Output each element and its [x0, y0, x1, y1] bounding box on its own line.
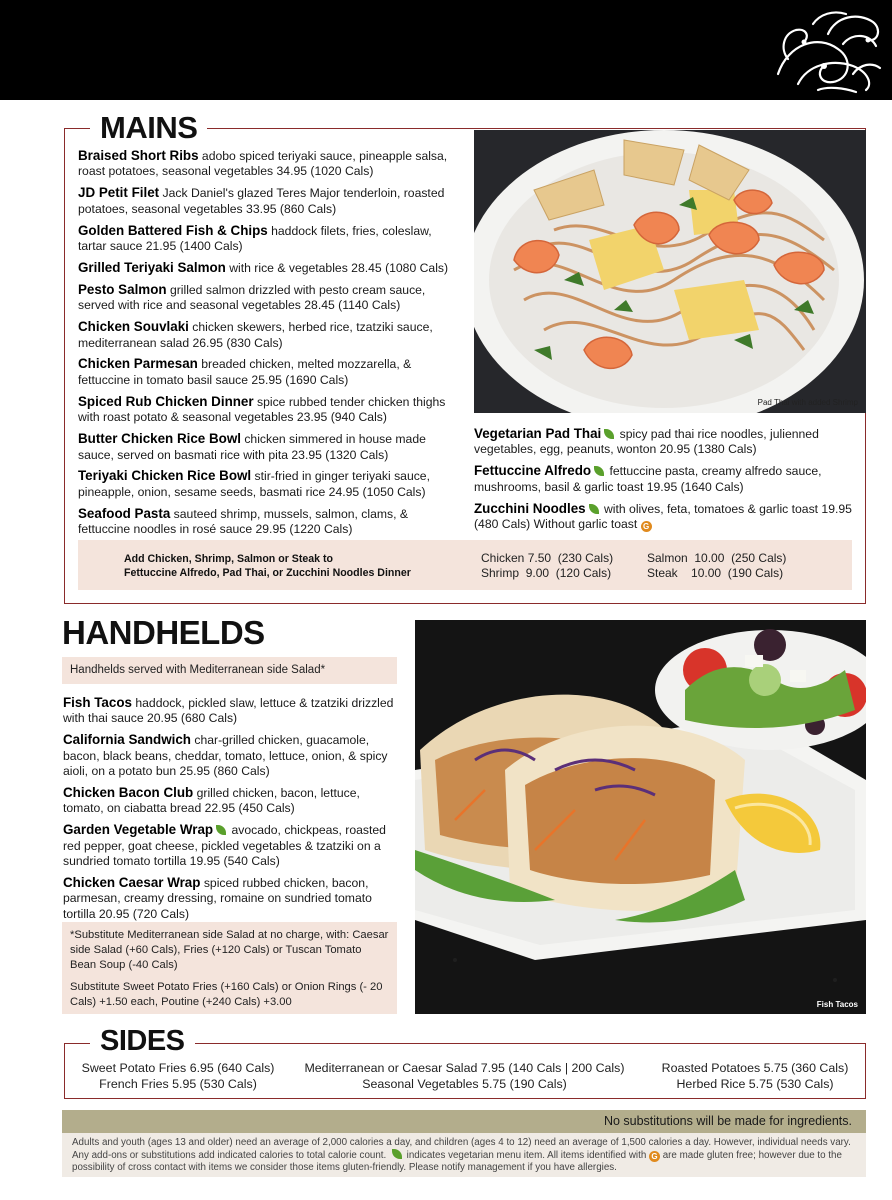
gluten-free-icon: G — [641, 521, 652, 532]
menu-item — [63, 785, 398, 817]
item-desc: grilled salmon drizzled with pesto cream sauce, served with rice and seasonal vegetables 28.45 (1140 Cals) — [78, 282, 426, 313]
side-item: Roasted Potatoes 5.75 (360 Cals) — [661, 1061, 849, 1075]
item-name: Pesto Salmon — [78, 281, 167, 297]
add-protein-panel — [78, 540, 852, 590]
add-protein-prices — [481, 551, 786, 581]
mains-heading: MAINS — [90, 108, 207, 148]
item-name: Braised Short Ribs — [78, 148, 199, 163]
no-substitutions-bar: No substitutions will be made for ingredients. — [62, 1110, 866, 1133]
leaf-icon — [594, 466, 604, 476]
menu-item — [78, 148, 463, 180]
item-desc: avocado, chickpeas, roasted red pepper, goat cheese, pickled vegetables & tzatziki on a sundried tomato tortilla 19.95 (540 Cals) — [63, 823, 386, 869]
photo-caption: Pad Thai with added Shrimp — [757, 398, 858, 407]
leaf-icon — [604, 429, 614, 439]
side-item: French Fries 5.95 (530 Cals) — [99, 1077, 257, 1091]
menu-item — [78, 319, 463, 351]
item-name: Chicken Souvlaki — [78, 319, 189, 335]
side-item: Herbed Rice 5.75 (530 Cals) — [676, 1077, 834, 1091]
item-desc: spiced rubbed chicken, bacon, parmesan, creamy dressing, romaine on sundried tomato tortilla 20.95 (720 Cals) — [63, 876, 372, 921]
item-desc: stir-fried in ginger teriyaki sauce, pineapple, onion, sesame seeds, basmati rice 24.95 (1050 Cals) — [78, 469, 430, 499]
menu-item — [78, 356, 463, 388]
menu-item — [78, 185, 463, 217]
addon-cals: (230 Cals) — [557, 551, 614, 565]
acanthus-ornament-icon — [758, 4, 886, 96]
menu-item — [78, 223, 463, 255]
addon-option — [481, 566, 647, 581]
item-name: California Sandwich — [63, 732, 191, 748]
item-name: Chicken Caesar Wrap — [63, 875, 201, 891]
side-item: Mediterranean or Caesar Salad 7.95 (140 Cals | 200 Cals) — [304, 1061, 625, 1075]
item-name: JD Petit Filet — [78, 185, 160, 201]
item-desc: char-grilled chicken, guacamole, bacon, black beans, cheddar, tomato, lettuce, onion, & spicy aioli, on a potato bun 25.95 (860 Cals) — [63, 733, 388, 779]
item-desc: breaded chicken, melted mozzarella, & fettuccine in tomato basil sauce 25.95 (1690 Cals) — [78, 357, 412, 387]
handhelds-heading: HANDHELDS — [62, 614, 265, 651]
addon-price: 7.50 — [527, 551, 552, 565]
side-item: Sweet Potato Fries 6.95 (640 Cals) — [81, 1061, 275, 1075]
item-desc: haddock filets, fries, coleslaw, tartar sauce 21.95 (1400 Cals) — [78, 223, 432, 254]
mains-right-list — [474, 426, 859, 538]
item-desc: with olives, feta, tomatoes & garlic toast 19.95 (480 Cals) Without garlic toast — [474, 501, 852, 532]
item-desc: Jack Daniel's glazed Teres Major tenderloin, roasted potatoes, seasonal vegetables 33.95 (860 Cals) — [78, 186, 445, 216]
item-name: Butter Chicken Rice Bowl — [78, 431, 241, 447]
addon-cals: (120 Cals) — [555, 566, 612, 580]
photo-caption: Fish Tacos — [816, 1000, 858, 1009]
item-desc: spice rubbed tender chicken thighs with roast potato & seasonal vegetables 23.95 (940 Cals) — [78, 394, 446, 425]
item-desc: with rice & vegetables 28.45 (1080 Cals) — [225, 260, 449, 275]
handhelds-list — [63, 695, 398, 928]
add-protein-text — [124, 552, 411, 580]
fish-tacos-illustration — [415, 620, 866, 1014]
menu-item — [63, 875, 398, 922]
addon-name: Chicken — [481, 551, 525, 565]
leaf-icon — [392, 1149, 402, 1159]
handhelds-banner: Handhelds served with Mediterranean side Salad* — [62, 657, 397, 684]
addon-name: Shrimp — [481, 566, 520, 580]
item-name: Seafood Pasta — [78, 505, 171, 521]
disclaimer-text: Adults and youth (ages 13 and older) need an average of 2,000 calories a day, and children (ages 4 to 12) need an average of 1,500 calories a day. However, individual needs vary. Any add-ons or substitutions add indicated calories to total calorie count. — [72, 1137, 851, 1161]
pad-thai-illustration — [474, 130, 866, 413]
leaf-icon — [216, 825, 226, 835]
disclaimer-text: indicates vegetarian menu item. All items identified with — [403, 1149, 649, 1161]
fish-tacos-photo — [415, 620, 866, 1014]
item-name: Chicken Bacon Club — [63, 785, 194, 801]
item-name: Golden Battered Fish & Chips — [78, 222, 268, 238]
leaf-icon — [589, 504, 599, 514]
item-name: Grilled Teriyaki Salmon — [78, 259, 226, 275]
substitution-note — [62, 922, 397, 1014]
item-name: Zucchini Noodles — [474, 500, 586, 516]
menu-item — [78, 468, 463, 500]
pad-thai-photo — [474, 130, 866, 413]
addon-option — [647, 551, 786, 566]
menu-item — [78, 282, 463, 314]
disclaimer-text: are made gluten free; however due to the possibility of cross contact with items we consider those items gluten-friendly. Please notify management if you have allergies. — [72, 1149, 842, 1173]
menu-item — [63, 695, 398, 727]
menu-item — [78, 394, 463, 426]
menu-item — [78, 260, 463, 276]
item-name: Fettuccine Alfredo — [474, 463, 592, 479]
substitution-note-1: *Substitute Mediterranean side Salad at no charge, with: Caesar side Salad (+60 Cals), Fries (+120 Cals) or Tuscan Tomato Bean Soup (-40 Cals) — [70, 929, 389, 972]
menu-item — [474, 463, 859, 495]
addon-price: 9.00 — [525, 566, 550, 580]
menu-item — [78, 506, 463, 538]
addon-cals: (190 Cals) — [727, 566, 784, 580]
item-desc: fettuccine pasta, creamy alfredo sauce, mushrooms, basil & garlic toast 19.95 (1640 Cals) — [474, 464, 822, 494]
item-desc: chicken skewers, herbed rice, tzatziki sauce, mediterranean salad 26.95 (830 Cals) — [78, 320, 433, 350]
mains-left-list — [78, 148, 463, 543]
addon-option — [481, 551, 647, 566]
calorie-disclaimer — [62, 1133, 866, 1177]
item-name: Fish Tacos — [63, 695, 132, 710]
sides-heading: SIDES — [90, 1024, 195, 1058]
item-name: Teriyaki Chicken Rice Bowl — [78, 468, 252, 484]
item-name: Spiced Rub Chicken Dinner — [78, 393, 254, 409]
menu-item — [474, 426, 859, 458]
addon-price: 10.00 — [691, 566, 722, 580]
menu-item — [474, 501, 859, 533]
item-name: Garden Vegetable Wrap — [63, 822, 214, 838]
item-desc: adobo spiced teriyaki sauce, pineapple salsa, roast potatoes, seasonal vegetables 34.95 (1020 Cals) — [78, 149, 448, 179]
menu-item — [63, 822, 398, 869]
item-name: Chicken Parmesan — [78, 356, 198, 372]
menu-item — [78, 431, 463, 463]
addon-option — [647, 566, 783, 581]
addon-name: Salmon — [647, 551, 688, 565]
addon-cals: (250 Cals) — [731, 551, 787, 565]
item-desc: grilled chicken, bacon, lettuce, tomato, on ciabatta bread 22.95 (450 Cals) — [63, 786, 360, 816]
menu-item — [63, 732, 398, 779]
item-desc: chicken simmered in house made sauce, served on basmati rice with pita 23.95 (1320 Cals) — [78, 432, 426, 462]
add-protein-line1: Add Chicken, Shrimp, Salmon or Steak to — [124, 553, 333, 565]
addon-price: 10.00 — [694, 551, 725, 565]
item-desc: haddock, pickled slaw, lettuce & tzatziki drizzled with thai sauce 20.95 (680 Cals) — [63, 696, 394, 726]
addon-name: Steak — [647, 566, 678, 580]
item-desc: sauteed shrimp, mussels, salmon, clams, & fettuccine noodles in rosé sauce 29.95 (1220 Cals) — [78, 506, 409, 537]
header-bar — [0, 0, 892, 100]
side-item: Seasonal Vegetables 5.75 (190 Cals) — [362, 1077, 567, 1091]
gluten-free-icon: G — [649, 1151, 660, 1162]
item-name: Vegetarian Pad Thai — [474, 426, 602, 441]
add-protein-line2: Fettuccine Alfredo, Pad Thai, or Zucchini Noodles Dinner — [124, 567, 411, 579]
substitution-note-2: Substitute Sweet Potato Fries (+160 Cals) or Onion Rings (- 20 Cals) +1.50 each, Poutine (+240 Cals) +3.00 — [70, 980, 383, 1008]
item-desc: spicy pad thai rice noodles, julienned vegetables, egg, peanuts, wonton 20.95 (1380 Cals) — [474, 427, 819, 457]
